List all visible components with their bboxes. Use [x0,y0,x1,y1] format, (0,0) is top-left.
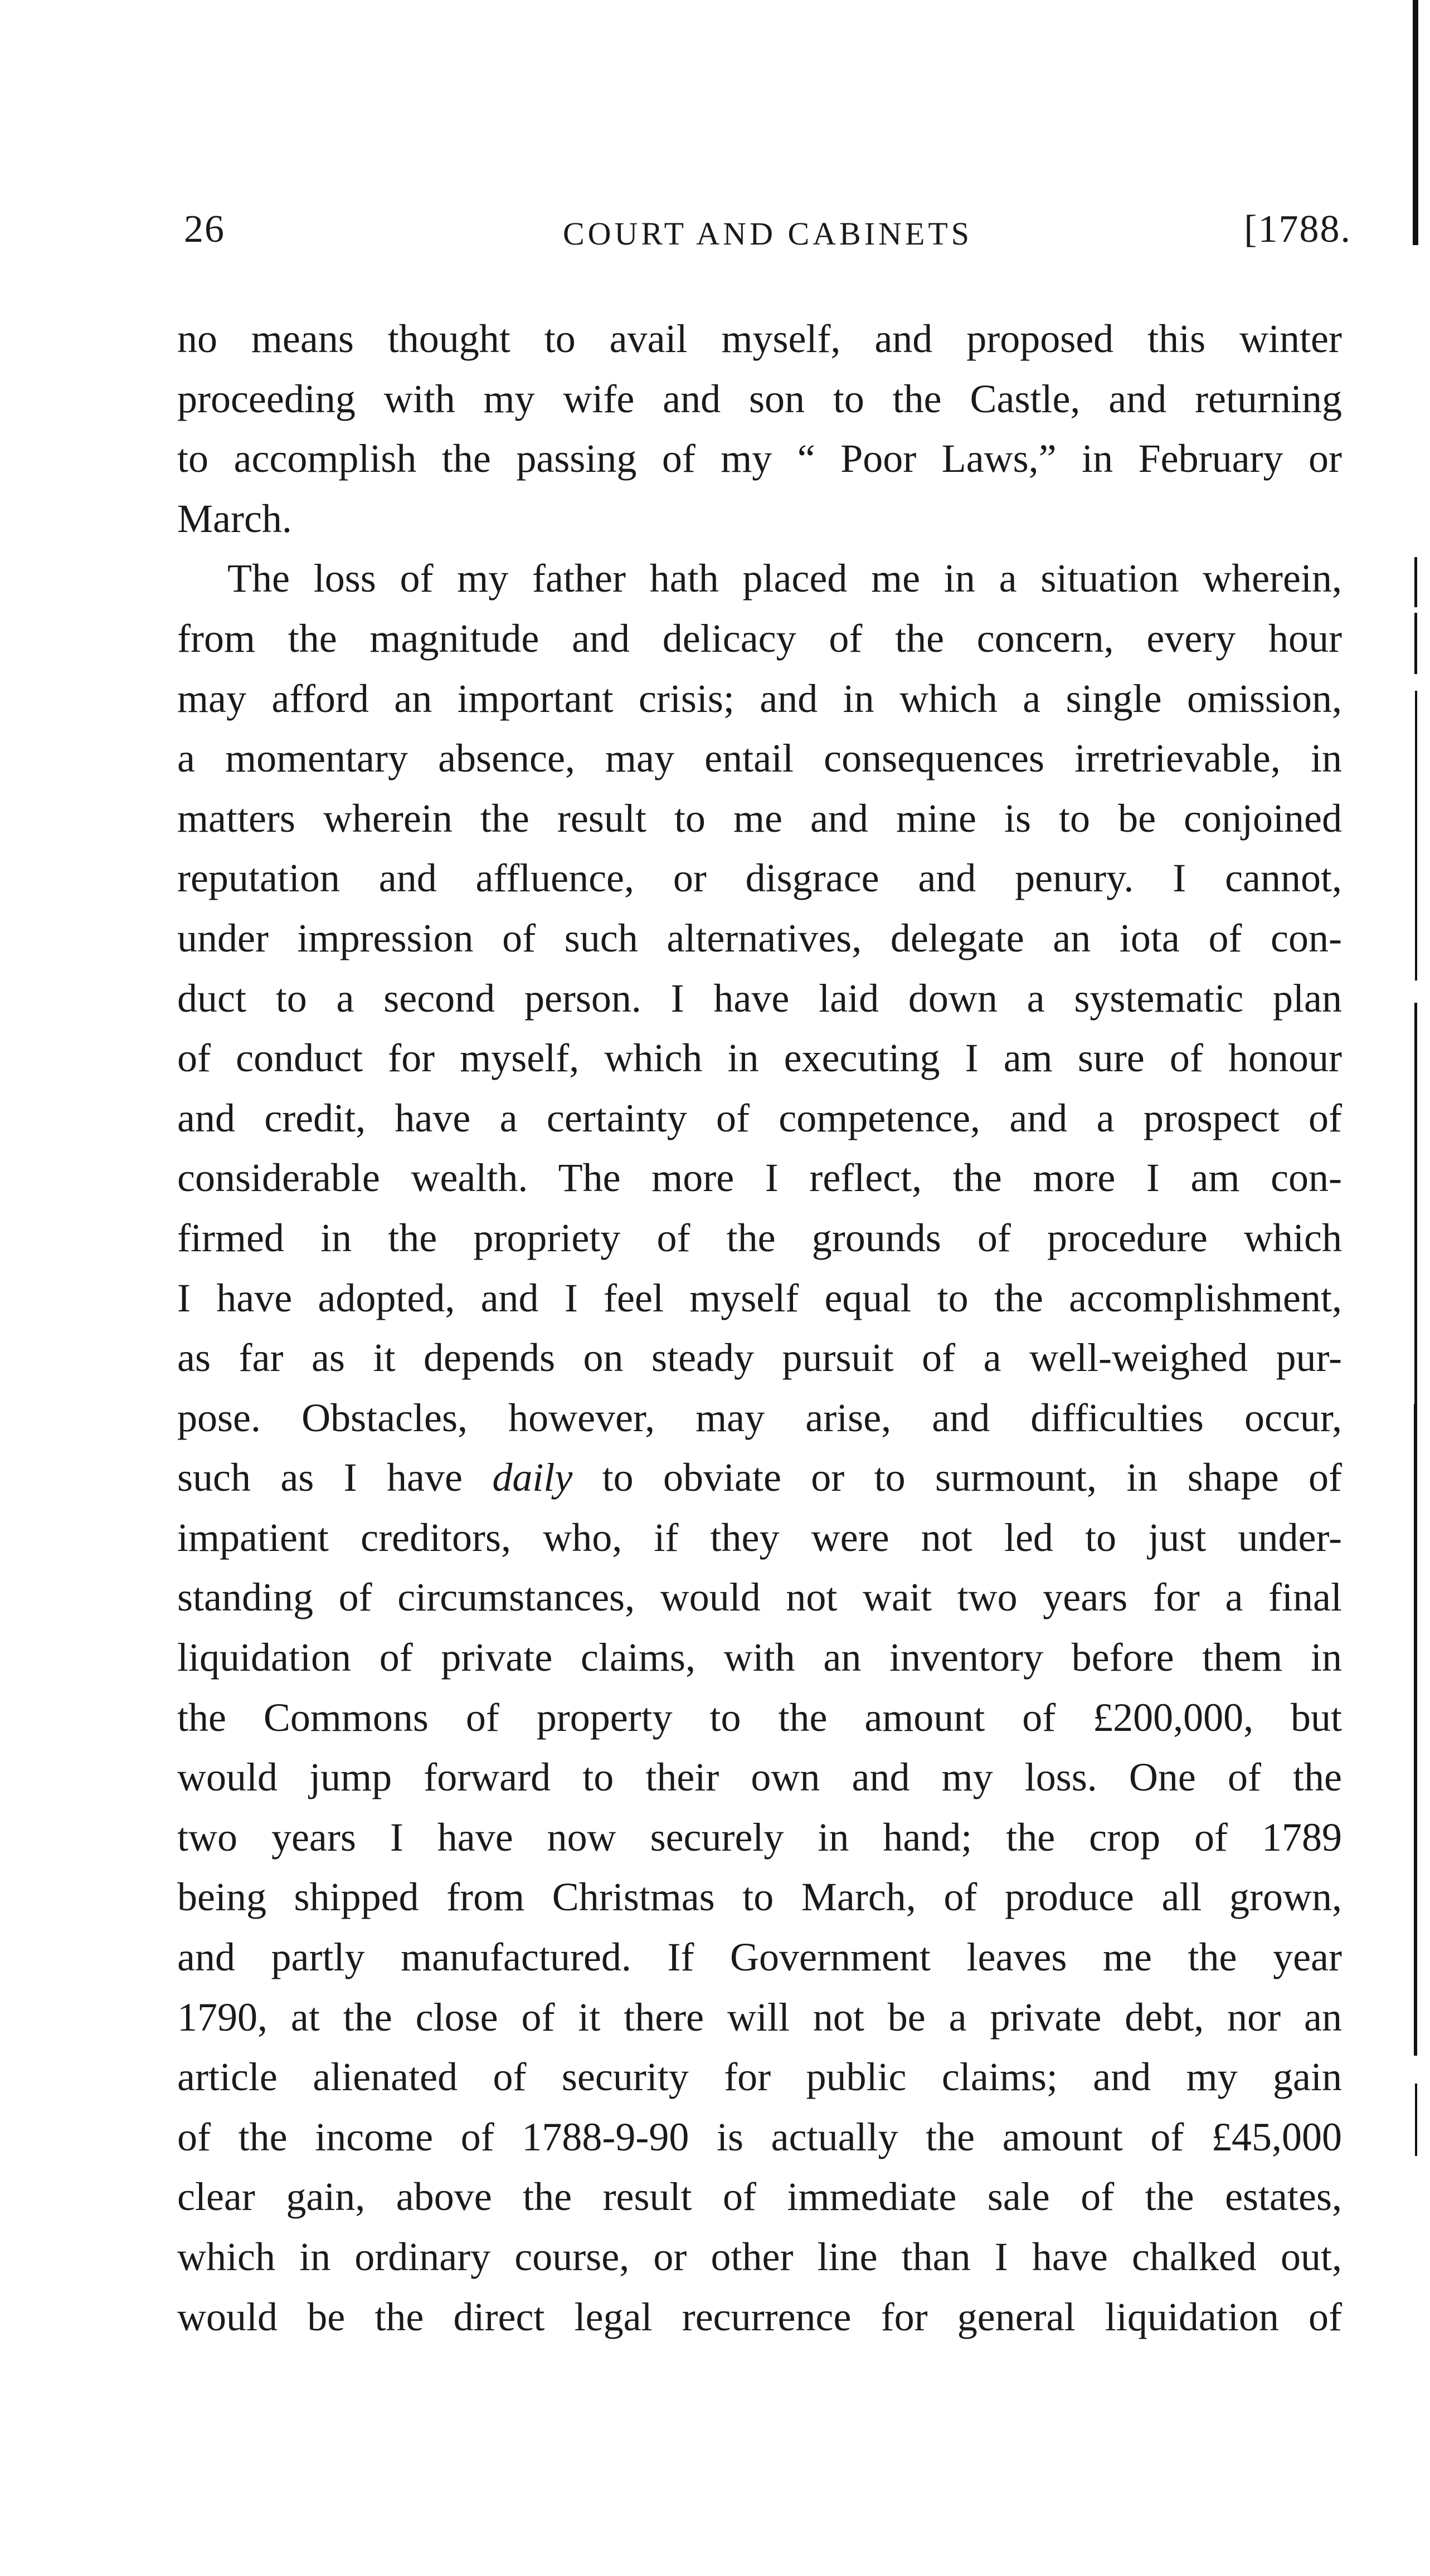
text-segment: such as I have [177,1455,463,1500]
text-line: no means thought to avail myself, and proposed this winter [177,316,1342,361]
text-line: to accomplish the passing of my “ Poor Laws,” in February or [177,436,1342,481]
text-line: being shipped from Christmas to March, of produce all grown, [177,1875,1342,1920]
scan-edge-mark [1415,2084,1417,2156]
scan-edge-mark [1415,691,1417,980]
text-line: from the magnitude and delicacy of the concern, every hour [177,616,1342,661]
text-line: a momentary absence, may entail consequences irretrievable, in [177,736,1342,781]
text-line: proceeding with my wife and son to the Castle, and returning [177,376,1342,421]
text-line: may afford an important crisis; and in which a single omission, [177,676,1342,721]
text-line: liquidation of private claims, with an inventory before them in [177,1635,1342,1680]
scan-edge-mark [1413,0,1418,245]
text-line: article alienated of security for public claims; and my gain [177,2055,1342,2100]
text-segment: to obviate or to surmount, in shape of [602,1455,1342,1500]
text-line: the Commons of property to the amount of £200,000, but [177,1695,1342,1740]
text-line: under impression of such alternatives, delegate an iota of con- [177,915,1342,960]
scan-edge-mark [1414,613,1417,674]
body-text [177,309,1342,2347]
running-title: COURT AND CABINETS [562,216,973,252]
text-line: of the income of 1788-9-90 is actually the amount of £45,000 [177,2114,1342,2159]
text-line: considerable wealth. The more I reflect, the more I am con- [177,1155,1342,1201]
text-line: as far as it depends on steady pursuit of a well-weighed pur- [177,1335,1342,1380]
text-line: two years I have now securely in hand; the crop of 1789 [177,1814,1342,1860]
text-line: duct to a second person. I have laid down a systematic plan [177,975,1342,1021]
text-line: and credit, have a certainty of competence, and a prospect of [177,1095,1342,1140]
text-line: pose. Obstacles, however, may arise, and difficulties occur, [177,1395,1342,1440]
text-line: matters wherein the result to me and mine is to be conjoined [177,796,1342,841]
scan-edge-mark [1414,1404,1417,2056]
scan-edge-mark [1414,557,1417,607]
text-line: reputation and affluence, or disgrace and penury. I cannot, [177,856,1342,901]
text-line: 1790, at the close of it there will not be a private debt, nor an [177,1994,1342,2040]
text-line: of conduct for myself, which in executing I am sure of honour [177,1036,1342,1081]
running-head [184,207,1351,269]
running-year: [1788. [1244,208,1351,251]
italic-emphasis: daily [492,1455,573,1500]
text-line: clear gain, above the result of immediate sale of the estates, [177,2174,1342,2219]
text-line: standing of circumstances, would not wait two years for a final [177,1575,1342,1620]
text-line: impatient creditors, who, if they were not led to just under- [177,1515,1342,1560]
page-number: 26 [184,208,225,251]
paragraph-first-line: The loss of my father hath placed me in a situation wherein, [227,556,1342,601]
text-line: which in ordinary course, or other line than I have chalked out, [177,2235,1342,2279]
text-line: would be the direct legal recurrence for general liquidation of [177,2294,1342,2339]
text-line: I have adopted, and I feel myself equal to the accomplishment, [177,1275,1342,1320]
text-line: would jump forward to their own and my loss. One of the [177,1755,1342,1800]
text-line: March. [177,496,292,541]
text-line: firmed in the propriety of the grounds of procedure which [177,1215,1342,1260]
text-line-with-emphasis [177,1448,1342,1508]
text-line: and partly manufactured. If Government leaves me the year [177,1935,1342,1980]
scan-edge-mark [1414,1003,1417,1404]
